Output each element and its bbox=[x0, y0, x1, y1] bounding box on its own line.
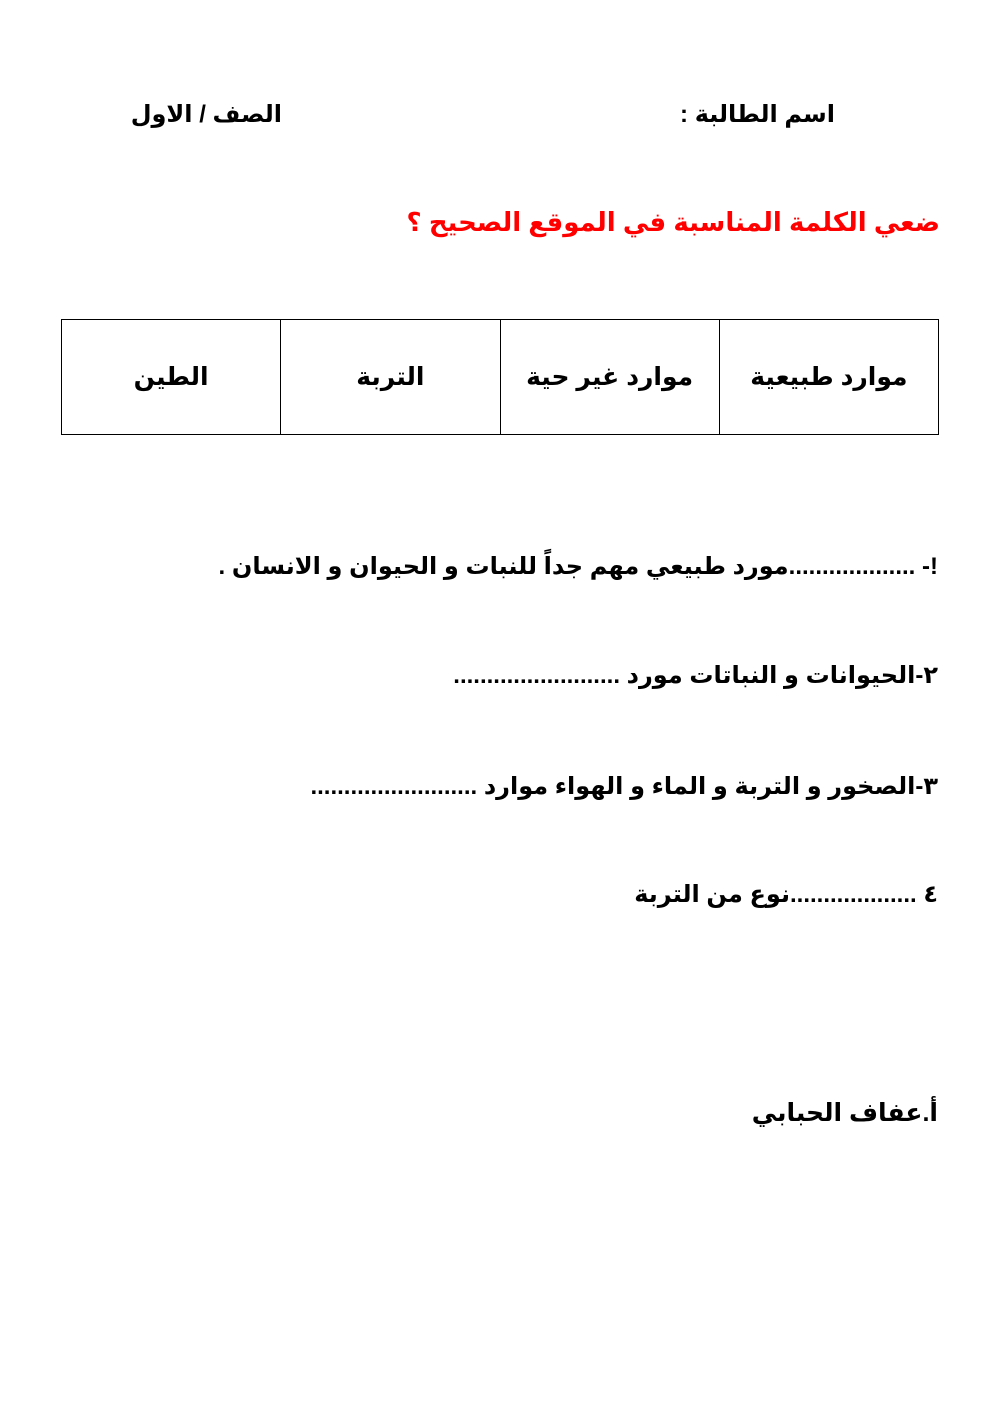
word-bank-cell: التربة bbox=[281, 320, 500, 435]
word-bank-table bbox=[61, 319, 939, 435]
instruction-heading: ضعي الكلمة المناسبة في الموقع الصحيح ؟ bbox=[406, 207, 940, 237]
question-3: ٣-الصخور و التربة و الماء و الهواء موارد ......................... bbox=[310, 773, 938, 800]
question-1: !- ...................مورد طبيعي مهم جداً للنبات و الحيوان و الانسان . bbox=[218, 553, 938, 580]
question-2: ٢-الحيوانات و النباتات مورد ......................... bbox=[453, 662, 938, 689]
question-4: ٤ ...................نوع من التربة bbox=[634, 881, 938, 908]
word-bank-row bbox=[62, 320, 939, 435]
word-bank-cell: الطين bbox=[62, 320, 281, 435]
teacher-name: أ.عفاف الحبابي bbox=[751, 1099, 938, 1127]
word-bank-cell: موارد غير حية bbox=[500, 320, 719, 435]
grade-label: الصف / الاول bbox=[130, 101, 282, 128]
student-name-label: اسم الطالبة : bbox=[680, 101, 835, 128]
word-bank-cell: موارد طبيعية bbox=[719, 320, 938, 435]
